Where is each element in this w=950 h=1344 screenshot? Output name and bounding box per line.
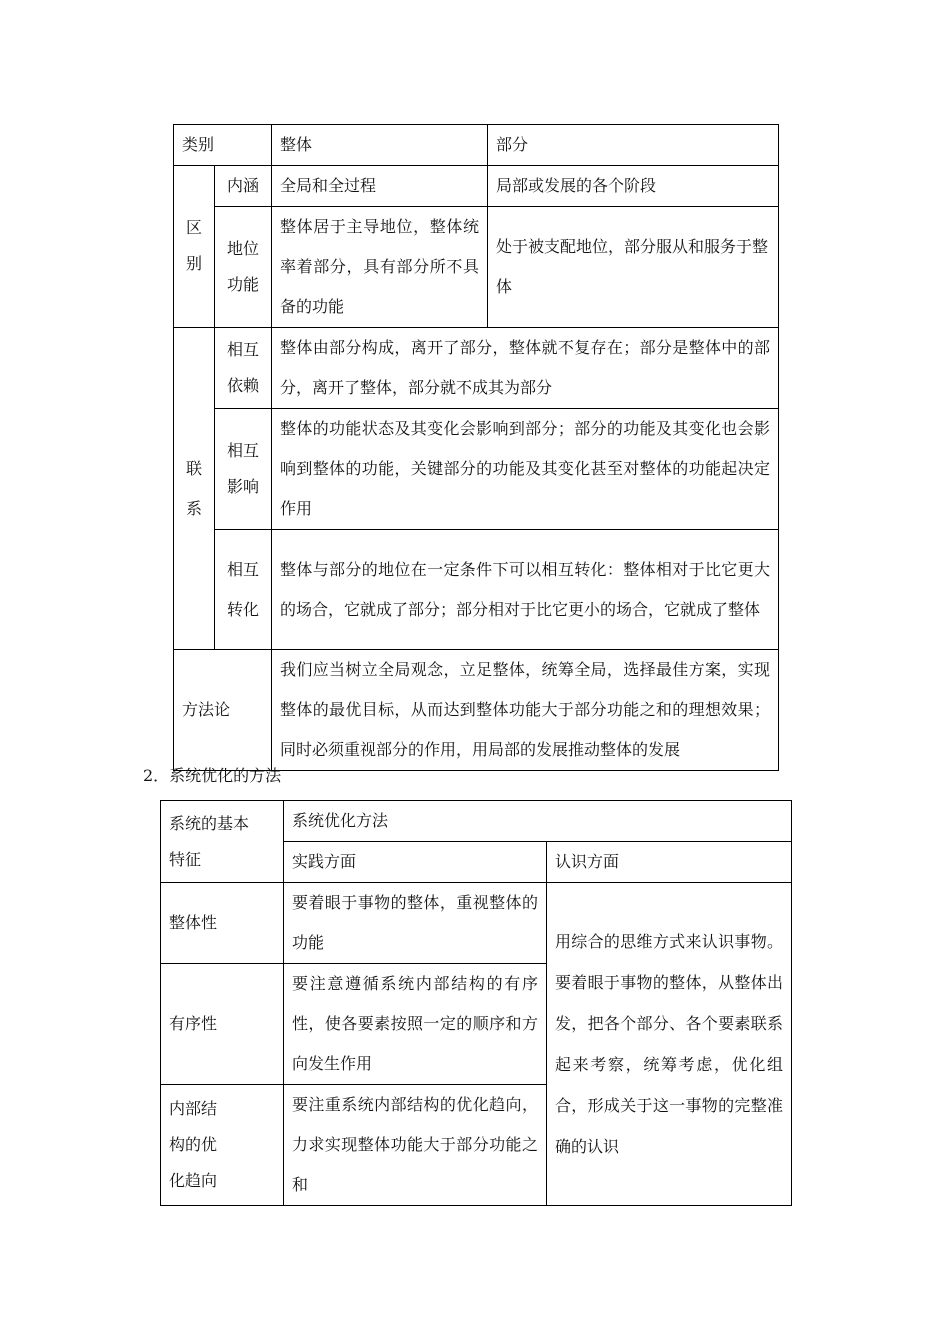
- cognition-text: 用综合的思维方式来认识事物。要着眼于事物的整体，从整体出发，把各个部分、各个要素联系起来考察，统筹考虑，优化组合，形成关于这一事物的完整准确的认识: [547, 883, 792, 1206]
- row-label-interaction: 相互影响: [215, 409, 272, 530]
- practice-structure-optimization: 要注重系统内部结构的优化趋向，力求实现整体功能大于部分功能之和: [284, 1085, 547, 1206]
- row-label-interdependence: 相互依赖: [215, 328, 272, 409]
- header-category: 类别: [174, 125, 272, 166]
- methodology-label: 方法论: [174, 650, 272, 771]
- section-heading: 2．系统优化的方法: [143, 766, 282, 785]
- interdependence-text: 整体由部分构成，离开了部分，整体就不复存在；部分是整体中的部分，离开了整体，部分就不成其为部分: [272, 328, 779, 409]
- whole-part-table: [173, 124, 779, 771]
- row-label-transformation: 相互转化: [215, 530, 272, 650]
- whole-status: 整体居于主导地位，整体统率着部分，具有部分所不具备的功能: [272, 207, 488, 328]
- interaction-text: 整体的功能状态及其变化会影响到部分；部分的功能及其变化也会影响到整体的功能，关键部分的功能及其变化甚至对整体的功能起决定作用: [272, 409, 779, 530]
- connection-group-label: 联系: [174, 328, 215, 650]
- feature-structure-optimization: 内部结构的优化趋向: [161, 1085, 284, 1206]
- header-method: 系统优化方法: [284, 801, 792, 842]
- practice-wholeness: 要着眼于事物的整体，重视整体的功能: [284, 883, 547, 964]
- system-optimization-table: [160, 800, 792, 1206]
- practice-orderliness: 要注意遵循系统内部结构的有序性，使各要素按照一定的顺序和方向发生作用: [284, 964, 547, 1085]
- methodology-text: 我们应当树立全局观念，立足整体，统筹全局，选择最佳方案，实现整体的最优目标，从而达到整体功能大于部分功能之和的理想效果；同时必须重视部分的作用，用局部的发展推动整体的发展: [272, 650, 779, 771]
- part-connotation: 局部或发展的各个阶段: [488, 166, 779, 207]
- feature-wholeness: 整体性: [161, 883, 284, 964]
- part-status: 处于被支配地位，部分服从和服务于整体: [488, 207, 779, 328]
- feature-orderliness: 有序性: [161, 964, 284, 1085]
- header-whole: 整体: [272, 125, 488, 166]
- distinction-group-label: 区别: [174, 166, 215, 328]
- header-part: 部分: [488, 125, 779, 166]
- header-practice: 实践方面: [284, 842, 547, 883]
- row-label-connotation: 内涵: [215, 166, 272, 207]
- whole-connotation: 全局和全过程: [272, 166, 488, 207]
- transformation-text: 整体与部分的地位在一定条件下可以相互转化：整体相对于比它更大的场合，它就成了部分；部分相对于比它更小的场合，它就成了整体: [272, 530, 779, 650]
- row-label-status: 地位功能: [215, 207, 272, 328]
- header-features: 系统的基本特征: [161, 801, 284, 883]
- header-cognition: 认识方面: [547, 842, 792, 883]
